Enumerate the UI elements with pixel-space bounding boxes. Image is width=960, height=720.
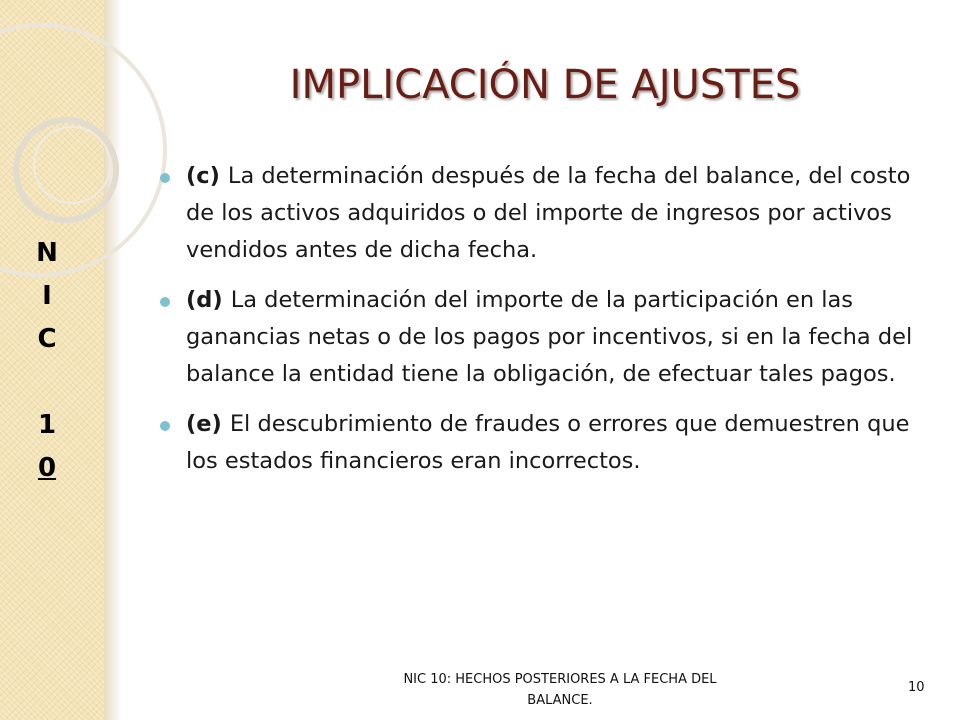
- bullet-text: La determinación después de la fecha del balance, del costo de los activos adquiridos o del importe de ingresos por activos vendidos antes de dicha fecha.: [186, 163, 911, 263]
- side-letter-spacer: [22, 361, 72, 404]
- bullet-dot-icon: [160, 297, 170, 307]
- bullet-item: [158, 158, 943, 269]
- side-letter: C: [37, 324, 57, 354]
- side-letter: N: [36, 238, 58, 268]
- medium-circle: [16, 120, 116, 220]
- bullet-item: [158, 406, 943, 480]
- bullet-dot-icon: [160, 173, 170, 183]
- bullet-text: El descubrimiento de fraudes o errores que demuestren que los estados financieros eran incorrectos.: [186, 411, 910, 474]
- side-letter: I: [42, 281, 52, 311]
- bullet-prefix: (d): [186, 287, 223, 313]
- bullet-prefix: (e): [186, 411, 222, 437]
- vertical-nic-label: [22, 232, 72, 490]
- slide-title: IMPLICACIÓN DE AJUSTES: [289, 62, 801, 108]
- slide-footer: NIC 10: HECHOS POSTERIORES A LA FECHA DEL BALANCE.: [403, 672, 717, 708]
- bullet-text: La determinación del importe de la participación en las ganancias netas o de los pagos por incentivos, si en la fecha del balance la entidad tiene la obligación, de efectuar tales pagos.: [186, 287, 913, 387]
- side-letter: 0: [37, 453, 57, 483]
- bullet-dot-icon: [160, 421, 170, 431]
- small-circle: [34, 127, 110, 203]
- page-number: 10: [908, 680, 925, 695]
- bullet-item: [158, 282, 943, 393]
- bullet-list: [158, 158, 943, 493]
- side-letter: 1: [37, 410, 57, 440]
- bullet-prefix: (c): [186, 163, 220, 189]
